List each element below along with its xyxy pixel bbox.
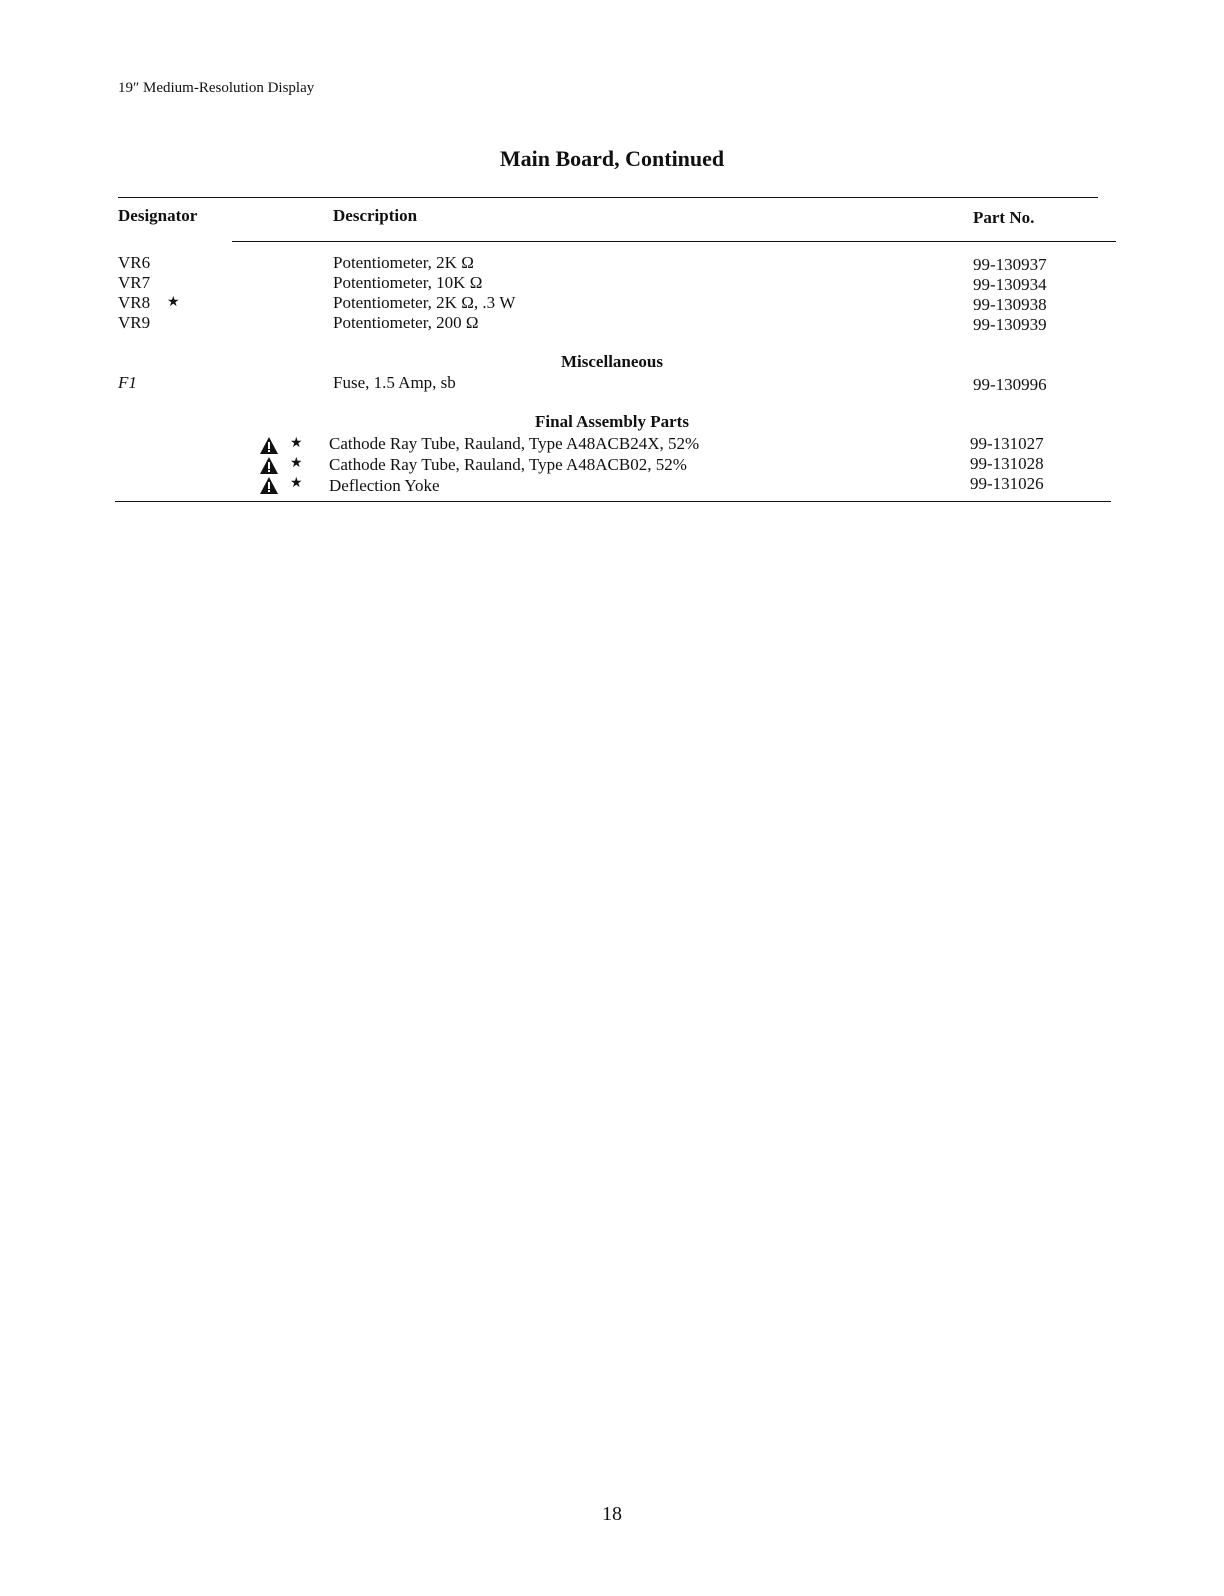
warning-triangle-icon	[260, 477, 278, 494]
running-head: 19″ Medium-Resolution Display	[118, 80, 315, 96]
page-title: Main Board, Continued	[499, 146, 725, 171]
designator-cell: VR6	[118, 253, 151, 272]
description-cell: Potentiometer, 2K Ω, .3 W	[333, 293, 516, 312]
column-header-designator: Designator	[118, 206, 198, 225]
part-no-cell: 99-130938	[973, 295, 1047, 314]
column-header-part-no: Part No.	[973, 208, 1035, 227]
star-icon: ★	[290, 476, 303, 491]
part-no-cell: 99-130996	[973, 375, 1047, 394]
column-header-description: Description	[333, 206, 418, 225]
designator-cell: VR7	[118, 273, 151, 292]
description-cell: Cathode Ray Tube, Rauland, Type A48ACB24X, 52%	[329, 434, 700, 453]
description-cell: Cathode Ray Tube, Rauland, Type A48ACB02, 52%	[329, 455, 687, 474]
warning-triangle-icon	[260, 457, 278, 474]
section-heading-miscellaneous: Miscellaneous	[561, 352, 663, 371]
table-top-rule	[118, 197, 1098, 198]
part-no-cell: 99-130937	[973, 255, 1047, 274]
part-no-cell: 99-130934	[973, 275, 1047, 294]
section-heading-final-assembly: Final Assembly Parts	[535, 412, 689, 431]
description-cell: Deflection Yoke	[329, 476, 440, 495]
header-bottom-rule	[232, 241, 1116, 242]
description-cell: Potentiometer, 200 Ω	[333, 313, 479, 332]
page-number: 18	[602, 1503, 622, 1525]
star-icon: ★	[290, 436, 303, 451]
designator-cell: F1	[118, 373, 137, 392]
part-no-cell: 99-130939	[973, 315, 1047, 334]
description-cell: Fuse, 1.5 Amp, sb	[333, 373, 456, 392]
part-no-cell: 99-131027	[970, 434, 1044, 453]
star-icon: ★	[290, 456, 303, 471]
part-no-cell: 99-131028	[970, 454, 1044, 473]
description-cell: Potentiometer, 2K Ω	[333, 253, 474, 272]
part-no-cell: 99-131026	[970, 474, 1044, 493]
designator-cell: VR9	[118, 313, 151, 332]
description-cell: Potentiometer, 10K Ω	[333, 273, 483, 292]
star-icon: ★	[167, 295, 180, 310]
warning-triangle-icon	[260, 437, 278, 454]
table-bottom-rule	[115, 501, 1111, 502]
designator-cell: VR8	[118, 293, 151, 312]
